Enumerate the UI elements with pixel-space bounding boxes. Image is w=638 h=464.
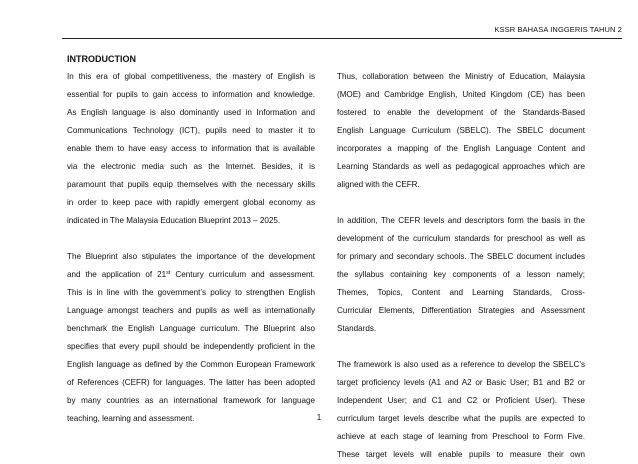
text-line: specifies that every pupil should be independently proficient in the xyxy=(67,342,315,351)
text-line: Learning Standards as well as pedagogical approaches which are xyxy=(337,162,585,171)
section-heading: INTRODUCTION xyxy=(67,54,136,64)
text-line: via the electronic media such as the Internet. Besides, it is xyxy=(67,162,315,171)
page-number: 1 xyxy=(316,413,322,422)
text-line: Curricular Elements, Differentiation Strategies and Assessment xyxy=(337,306,585,315)
text-line: benchmark the English Language curriculum. The Blueprint also xyxy=(67,324,315,333)
paragraph xyxy=(67,68,315,230)
text-line: target proficiency levels (A1 and A2 or Basic User; B1 and B2 or xyxy=(337,378,585,387)
text-line: development of the curriculum standards for preschool as well as xyxy=(337,234,585,243)
paragraph xyxy=(337,68,585,194)
paragraph xyxy=(337,356,585,464)
right-column xyxy=(337,68,585,464)
left-column xyxy=(67,68,315,428)
text-line: the syllabus containing key components of a lesson namely; xyxy=(337,270,585,279)
text-line: by many countries as an international framework for language xyxy=(67,396,315,405)
paragraph xyxy=(337,212,585,338)
header-rule xyxy=(62,38,622,39)
paragraph-gap xyxy=(337,194,585,212)
text-line: In this era of global competitiveness, the mastery of English is xyxy=(67,72,315,81)
superscript: st xyxy=(166,270,171,276)
text-line: achieve at each stage of learning from Preschool to Form Five. xyxy=(337,432,585,441)
text-line: for primary and secondary schools. The SBELC document includes xyxy=(337,252,585,261)
running-header: KSSR BAHASA INGGERIS TAHUN 2 xyxy=(494,25,622,34)
text-line: Thus, collaboration between the Ministry of Education, Malaysia xyxy=(337,72,585,81)
text-line xyxy=(67,266,315,284)
text-line: Language amongst teachers and pupils as well as internationally xyxy=(67,306,315,315)
paragraph-gap xyxy=(337,338,585,356)
text-line: fostered to enable the development of the Standards-Based xyxy=(337,108,585,117)
text-line: Standards. xyxy=(337,324,377,333)
text-line: essential for pupils to gain access to information and knowledge. xyxy=(67,90,315,99)
text-line: English Language Curriculum (SBELC). The SBELC document xyxy=(337,126,585,135)
text-line: curriculum target levels describe what the pupils are expected to xyxy=(337,414,585,423)
text-line: incorporates a mapping of the English Language Content and xyxy=(337,144,585,153)
text-run: Century curriculum and assessment. xyxy=(170,270,315,279)
paragraph-gap xyxy=(67,230,315,248)
text-line: Themes, Topics, Content and Learning Standards, Cross- xyxy=(337,288,585,297)
text-line: enable them to have easy access to information that is available xyxy=(67,144,315,153)
text-line: In addition, The CEFR levels and descriptors form the basis in the xyxy=(337,216,585,225)
text-line: The Blueprint also stipulates the importance of the development xyxy=(67,252,315,261)
text-line: Independent User; and C1 and C2 or Proficient User). These xyxy=(337,396,585,405)
text-line: (MOE) and Cambridge English, United Kingdom (CE) has been xyxy=(337,90,585,99)
text-line: in order to keep pace with rapidly emergent global economy as xyxy=(67,198,315,207)
text-line: Communications Technology (ICT), pupils need to master it to xyxy=(67,126,315,135)
text-line: aligned with the CEFR. xyxy=(337,180,420,189)
text-line: These target levels will enable pupils to measure their own xyxy=(337,450,585,459)
text-line: English language as defined by the Common European Framework xyxy=(67,360,315,369)
text-line: indicated in The Malaysia Education Blueprint 2013 – 2025. xyxy=(67,216,281,225)
text-line: paramount that pupils equip themselves with the necessary skills xyxy=(67,180,315,189)
text-line: This is in line with the government’s policy to strengthen English xyxy=(67,288,315,297)
paragraph xyxy=(67,248,315,428)
text-line: teaching, learning and assessment. xyxy=(67,414,195,423)
text-line: The framework is also used as a reference to develop the SBELC’s xyxy=(337,360,585,369)
text-run: and the application of 21 xyxy=(67,270,167,279)
text-line: of References (CEFR) for languages. The latter has been adopted xyxy=(67,378,315,387)
text-line: As English language is also dominantly used in Information and xyxy=(67,108,315,117)
